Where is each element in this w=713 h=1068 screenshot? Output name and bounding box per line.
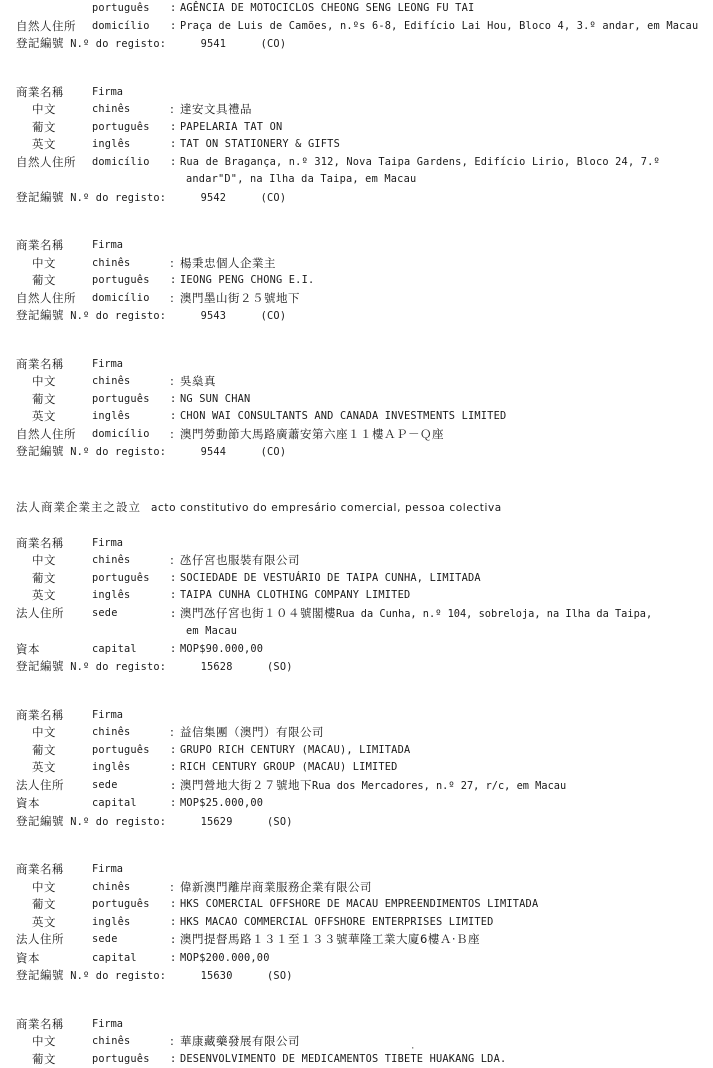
line-label-zh: 中文 <box>0 101 92 119</box>
registry-entry <box>0 0 713 54</box>
section-heading-zh: 法人商業企業主之設立 <box>16 498 141 516</box>
entry-line-portuguese <box>0 119 713 137</box>
registo-label-zh: 登記編號 <box>16 444 64 458</box>
registo-label-zh: 登記編號 <box>16 308 64 322</box>
registo-value: 9542 <box>201 192 227 204</box>
value-text: RICH CENTURY GROUP (MACAU) LIMITED <box>180 761 398 773</box>
line-label-zh: 資本 <box>0 641 92 659</box>
value-text: SOCIEDADE DE VESTUÁRIO DE TAIPA CUNHA, LIMITADA <box>180 572 481 584</box>
line-value: : CHON WAI CONSULTANTS AND CANADA INVESTMENTS LIMITED <box>170 408 713 426</box>
entry-line-chinese <box>0 552 713 570</box>
entry-line-sede <box>0 931 713 950</box>
registo-label-pt: N.º do registo: <box>70 192 166 204</box>
firma-label-zh: 商業名稱 <box>0 356 92 374</box>
registo-suffix: (SO) <box>267 661 293 673</box>
line-value: : 達安文具禮品 <box>170 101 713 119</box>
firma-label-pt: Firma <box>92 356 170 374</box>
line-label-pt: português <box>92 570 170 588</box>
registo-label-zh: 登記編號 <box>16 190 64 204</box>
line-label-zh: 中文 <box>0 552 92 570</box>
value-text: 華康藏藥發展有限公司 <box>180 1034 300 1048</box>
registry-entry <box>0 356 713 462</box>
value-text: DESENVOLVIMENTO DE MEDICAMENTOS TIBETE HUAKANG LDA. <box>180 1053 506 1065</box>
line-label-pt: inglês <box>92 408 170 426</box>
line-label-pt: chinês <box>92 724 170 742</box>
value-text: MOP$200.000,00 <box>180 952 270 964</box>
line-value: : Rua de Bragança, n.º 312, Nova Taipa Gardens, Edifício Lirio, Bloco 24, 7.º <box>170 154 713 172</box>
value-text: NG SUN CHAN <box>180 393 250 405</box>
line-label-zh: 英文 <box>0 759 92 777</box>
line-value: : 澳門提督馬路１３１至１３３號華隆工業大廈6樓Ａ‧Ｂ座 <box>170 931 713 950</box>
line-label-pt: português <box>92 391 170 409</box>
line-value: : 澳門營地大街２７號地下Rua dos Mercadores, n.º 27, r/c, em Macau <box>170 777 713 796</box>
firma-label-zh: 商業名稱 <box>0 861 92 879</box>
registo-label-pt: N.º do registo: <box>70 310 166 322</box>
value-text: Rua de Bragança, n.º 312, Nova Taipa Gardens, Edifício Lirio, Bloco 24, 7.º <box>180 156 660 168</box>
entry-firma-header <box>0 237 713 255</box>
entry-line-sede <box>0 777 713 796</box>
line-label-zh: 法人住所 <box>0 777 92 795</box>
value-text: 澳門墨山街２５號地下 <box>180 291 300 305</box>
entry-line-portuguese <box>0 570 713 588</box>
registo-label-pt: N.º do registo: <box>70 816 166 828</box>
line-value: : 偉新澳門離岸商業服務企業有限公司 <box>170 879 713 897</box>
line-label-pt: inglês <box>92 136 170 154</box>
entry-firma-header <box>0 84 713 102</box>
line-label-pt: português <box>92 1051 170 1068</box>
line-value: : 楊秉忠個人企業主 <box>170 255 713 273</box>
value-text: MOP$25.000,00 <box>180 797 263 809</box>
registration-number <box>0 189 713 208</box>
value-text-zh: 澳門營地大街２７號地下 <box>180 778 312 792</box>
line-label-pt: domicílio <box>92 426 170 444</box>
page-artifact: · <box>410 1044 415 1054</box>
line-value: : TAT ON STATIONERY & GIFTS <box>170 136 713 154</box>
firma-label-pt: Firma <box>92 707 170 725</box>
line-label-zh: 自然人住所 <box>0 290 92 308</box>
line-label-zh: 中文 <box>0 255 92 273</box>
line-value: : RICH CENTURY GROUP (MACAU) LIMITED <box>170 759 713 777</box>
value-text: GRUPO RICH CENTURY (MACAU), LIMITADA <box>180 744 410 756</box>
firma-label-zh: 商業名稱 <box>0 84 92 102</box>
line-label-zh: 中文 <box>0 879 92 897</box>
value-text: TAT ON STATIONERY & GIFTS <box>180 138 340 150</box>
registry-entry <box>0 84 713 208</box>
entry-line-portuguese <box>0 0 713 18</box>
entry-line-domicilio <box>0 18 713 36</box>
line-label-zh: 葡文 <box>0 570 92 588</box>
entry-line-domicilio <box>0 426 713 444</box>
registration-number <box>0 967 713 986</box>
value-text: CHON WAI CONSULTANTS AND CANADA INVESTMENTS LIMITED <box>180 410 506 422</box>
line-value: : DESENVOLVIMENTO DE MEDICAMENTOS TIBETE HUAKANG LDA. <box>170 1051 713 1068</box>
registry-entry <box>0 237 713 326</box>
line-label-pt: domicílio <box>92 290 170 308</box>
firma-label-zh: 商業名稱 <box>0 1016 92 1034</box>
entry-line-chinese <box>0 724 713 742</box>
line-value: : HKS MACAO COMMERCIAL OFFSHORE ENTERPRISES LIMITED <box>170 914 713 932</box>
line-label-zh: 自然人住所 <box>0 426 92 444</box>
line-label-pt: domicílio <box>92 154 170 172</box>
line-value: : 華康藏藥發展有限公司 <box>170 1033 713 1051</box>
entry-line-chinese <box>0 879 713 897</box>
line-value: : 澳門勞動節大馬路廣蕭安第六座１１樓ＡＰ－Ｑ座 <box>170 426 713 444</box>
registo-label-zh: 登記編號 <box>16 659 64 673</box>
firma-label-zh: 商業名稱 <box>0 707 92 725</box>
registo-suffix: (CO) <box>261 38 287 50</box>
registo-value: 9543 <box>201 310 227 322</box>
line-value: : NG SUN CHAN <box>170 391 713 409</box>
line-label-zh: 葡文 <box>0 391 92 409</box>
firma-label-zh: 商業名稱 <box>0 535 92 553</box>
line-label-pt: chinês <box>92 1033 170 1051</box>
line-value: : GRUPO RICH CENTURY (MACAU), LIMITADA <box>170 742 713 760</box>
line-value: : MOP$200.000,00 <box>170 950 713 968</box>
registration-number <box>0 35 713 54</box>
firma-label-zh: 商業名稱 <box>0 237 92 255</box>
section-heading <box>0 498 713 517</box>
line-label-pt: chinês <box>92 373 170 391</box>
firma-label-pt: Firma <box>92 1016 170 1034</box>
line-label-pt: capital <box>92 641 170 659</box>
line-value: : SOCIEDADE DE VESTUÁRIO DE TAIPA CUNHA, LIMITADA <box>170 570 713 588</box>
line-label-pt: sede <box>92 605 170 623</box>
entry-line-chinese <box>0 255 713 273</box>
line-label-zh: 英文 <box>0 136 92 154</box>
value-text: 澳門勞動節大馬路廣蕭安第六座１１樓ＡＰ－Ｑ座 <box>180 427 444 441</box>
line-value: : 益信集團（澳門）有限公司 <box>170 724 713 742</box>
line-label-zh: 自然人住所 <box>0 154 92 172</box>
line-label-pt: chinês <box>92 879 170 897</box>
line-value: : TAIPA CUNHA CLOTHING COMPANY LIMITED <box>170 587 713 605</box>
line-label-pt: capital <box>92 795 170 813</box>
line-label-zh: 英文 <box>0 587 92 605</box>
registo-label-zh: 登記編號 <box>16 968 64 982</box>
entry-line-portuguese <box>0 742 713 760</box>
line-value: : 澳門墨山街２５號地下 <box>170 290 713 308</box>
entry-line-portuguese <box>0 391 713 409</box>
registo-label-zh: 登記編號 <box>16 36 64 50</box>
registo-value: 15630 <box>201 970 233 982</box>
registration-number <box>0 307 713 326</box>
line-label-pt: português <box>92 272 170 290</box>
line-label-pt: inglês <box>92 759 170 777</box>
registration-number <box>0 658 713 677</box>
registo-suffix: (CO) <box>261 192 287 204</box>
line-label-zh: 葡文 <box>0 272 92 290</box>
entry-line-chinese <box>0 373 713 391</box>
section-heading-pt: acto constitutivo do empresário comercial, pessoa colectiva <box>151 499 502 517</box>
line-label-pt: português <box>92 0 170 18</box>
value-text: Praça de Luis de Camões, n.ºs 6-8, Edifício Lai Hou, Bloco 4, 3.º andar, em Macau <box>180 20 698 32</box>
entry-line-english <box>0 914 713 932</box>
entry-firma-header <box>0 861 713 879</box>
entry-firma-header <box>0 1016 713 1034</box>
line-label-pt: capital <box>92 950 170 968</box>
value-text: 偉新澳門離岸商業服務企業有限公司 <box>180 880 372 894</box>
line-value: : HKS COMERCIAL OFFSHORE DE MACAU EMPREENDIMENTOS LIMITADA <box>170 896 713 914</box>
line-label-zh: 英文 <box>0 914 92 932</box>
line-value: : IEONG PENG CHONG E.I. <box>170 272 713 290</box>
registo-suffix: (SO) <box>267 970 293 982</box>
entry-line-chinese <box>0 101 713 119</box>
line-label-pt: português <box>92 119 170 137</box>
firma-label-pt: Firma <box>92 84 170 102</box>
value-text: MOP$90.000,00 <box>180 643 263 655</box>
line-label-pt: chinês <box>92 255 170 273</box>
value-text: PAPELARIA TAT ON <box>180 121 282 133</box>
entry-line-english <box>0 587 713 605</box>
value-text: TAIPA CUNHA CLOTHING COMPANY LIMITED <box>180 589 410 601</box>
line-label-pt: chinês <box>92 101 170 119</box>
line-label-zh: 葡文 <box>0 742 92 760</box>
line-label-pt: chinês <box>92 552 170 570</box>
line-label-pt: inglês <box>92 914 170 932</box>
value-text-lat: Rua dos Mercadores, n.º 27, r/c, em Macau <box>312 780 566 792</box>
entry-line-domicilio <box>0 154 713 172</box>
value-text: 楊秉忠個人企業主 <box>180 256 276 270</box>
line-label-zh: 自然人住所 <box>0 18 92 36</box>
line-value: : Praça de Luis de Camões, n.ºs 6-8, Edifício Lai Hou, Bloco 4, 3.º andar, em Macau <box>170 18 713 36</box>
value-text: 達安文具禮品 <box>180 102 252 116</box>
line-label-zh: 中文 <box>0 724 92 742</box>
entry-line-chinese <box>0 1033 713 1051</box>
line-label-zh: 法人住所 <box>0 931 92 949</box>
line-label-pt: português <box>92 742 170 760</box>
registry-entry <box>0 707 713 832</box>
line-value: : 氹仔宮也服裝有限公司 <box>170 552 713 570</box>
line-value: : MOP$90.000,00 <box>170 641 713 659</box>
entry-line-portuguese <box>0 896 713 914</box>
value-text: HKS MACAO COMMERCIAL OFFSHORE ENTERPRISES LIMITED <box>180 916 494 928</box>
line-label-zh: 法人住所 <box>0 605 92 623</box>
registo-value: 9541 <box>201 38 227 50</box>
line-label-zh: 葡文 <box>0 119 92 137</box>
registo-label-pt: N.º do registo: <box>70 970 166 982</box>
firma-label-pt: Firma <box>92 535 170 553</box>
line-value: : AGÊNCIA DE MOTOCICLOS CHEONG SENG LEONG FU TAI <box>170 0 713 18</box>
value-text-zh: 澳門提督馬路１３１至１３３號華隆工業大廈6樓Ａ‧Ｂ座 <box>180 932 480 946</box>
line-value: : MOP$25.000,00 <box>170 795 713 813</box>
registo-label-pt: N.º do registo: <box>70 38 166 50</box>
registration-number <box>0 443 713 462</box>
entry-line-capital <box>0 641 713 659</box>
line-label-zh: 資本 <box>0 795 92 813</box>
value-text: IEONG PENG CHONG E.I. <box>180 274 314 286</box>
registo-suffix: (CO) <box>261 310 287 322</box>
registo-label-pt: N.º do registo: <box>70 661 166 673</box>
entry-line-portuguese <box>0 1051 713 1068</box>
registo-suffix: (SO) <box>267 816 293 828</box>
entry-line-capital <box>0 795 713 813</box>
entry-line-sede <box>0 605 713 624</box>
value-text: 益信集團（澳門）有限公司 <box>180 725 324 739</box>
entry-firma-header <box>0 356 713 374</box>
line-label-zh: 中文 <box>0 1033 92 1051</box>
line-value: : 澳門氹仔宮也街１０４號閣樓Rua da Cunha, n.º 104, sobreloja, na Ilha da Taipa, <box>170 605 713 624</box>
line-label-zh: 英文 <box>0 408 92 426</box>
entry-firma-header <box>0 535 713 553</box>
value-text: 氹仔宮也服裝有限公司 <box>180 553 300 567</box>
line-label-pt: sede <box>92 777 170 795</box>
registo-value: 9544 <box>201 446 227 458</box>
entry-line-english <box>0 136 713 154</box>
registo-label-zh: 登記編號 <box>16 814 64 828</box>
registo-value: 15628 <box>201 661 233 673</box>
value-text: 吳燊真 <box>180 374 216 388</box>
registo-value: 15629 <box>201 816 233 828</box>
value-text: AGÊNCIA DE MOTOCICLOS CHEONG SENG LEONG FU TAI <box>180 2 474 14</box>
entry-line-english <box>0 759 713 777</box>
registry-entry <box>0 535 713 677</box>
entry-line-wrap: andar"D", na Ilha da Taipa, em Macau <box>0 171 713 189</box>
line-value: : PAPELARIA TAT ON <box>170 119 713 137</box>
registo-label-pt: N.º do registo: <box>70 446 166 458</box>
value-text-lat: Rua da Cunha, n.º 104, sobreloja, na Ilha da Taipa, <box>336 608 652 620</box>
line-label-pt: inglês <box>92 587 170 605</box>
entry-line-domicilio <box>0 290 713 308</box>
entry-line-wrap: em Macau <box>0 623 713 641</box>
value-text: HKS COMERCIAL OFFSHORE DE MACAU EMPREENDIMENTOS LIMITADA <box>180 898 538 910</box>
registo-suffix: (CO) <box>261 446 287 458</box>
line-label-pt: português <box>92 896 170 914</box>
firma-label-pt: Firma <box>92 237 170 255</box>
entry-line-english <box>0 408 713 426</box>
entry-line-capital <box>0 950 713 968</box>
line-value: : 吳燊真 <box>170 373 713 391</box>
value-text-zh: 澳門氹仔宮也街１０４號閣樓 <box>180 606 336 620</box>
line-label-pt: sede <box>92 931 170 949</box>
registry-entry <box>0 1016 713 1068</box>
registry-entry <box>0 861 713 986</box>
firma-label-pt: Firma <box>92 861 170 879</box>
line-label-zh: 中文 <box>0 373 92 391</box>
entry-line-portuguese <box>0 272 713 290</box>
registration-number <box>0 813 713 832</box>
line-label-zh: 葡文 <box>0 1051 92 1068</box>
line-label-zh: 葡文 <box>0 896 92 914</box>
entry-firma-header <box>0 707 713 725</box>
line-label-zh: 資本 <box>0 950 92 968</box>
line-label-pt: domicílio <box>92 18 170 36</box>
